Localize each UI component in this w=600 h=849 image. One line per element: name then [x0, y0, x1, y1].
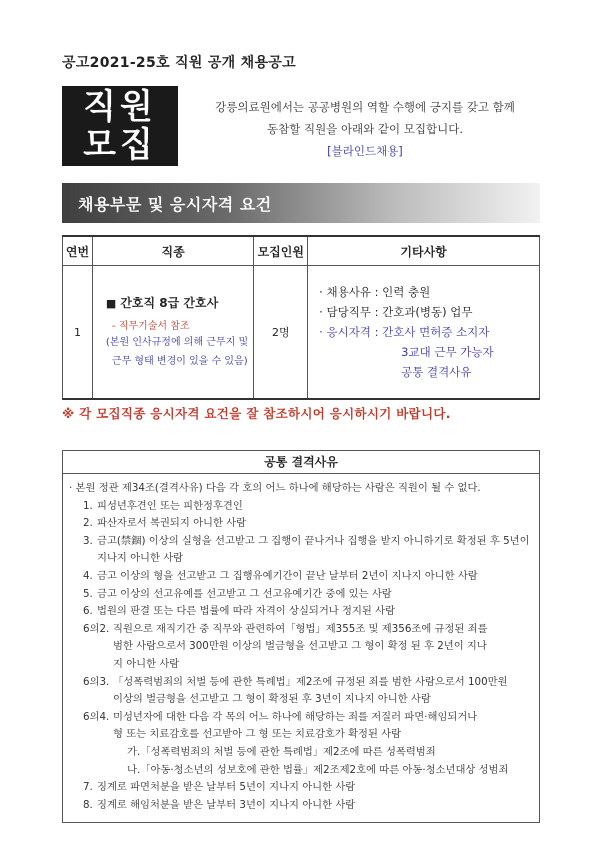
table-header-row [63, 236, 540, 266]
list-item: 6. 법원의 판결 또는 다른 법률에 따라 자격이 상실되거나 정지된 사람 [83, 605, 396, 618]
sub-item-b: 나.「아동·청소년의 성보호에 관한 법률」제2조제2호에 따른 아동·청소년대상 성범죄 [127, 763, 509, 776]
list-item: 7. 징계로 파면처분을 받은 날부터 5년이 지나지 아니한 사람 [83, 781, 356, 794]
cell-job [92, 266, 253, 400]
etc-list [309, 282, 538, 382]
recruit-logo [62, 86, 178, 166]
square-bullet-icon: ■ [105, 297, 117, 310]
etc-common-disq: 공통 결격사유 [401, 365, 472, 379]
job-name [94, 294, 252, 311]
etc-shift: 3교대 근무 가능자 [401, 345, 494, 359]
disq-body [63, 474, 539, 822]
list-item: 6의3. 「성폭력범죄의 처벌 등에 관한 특례법」제2조에 규정된 죄를 범한 사람으로서 100만원 이상의 벌금형을 선고받고 그 형이 확정된 후 3년이 지나지 아니한 사람 [83, 675, 508, 706]
list-item: 3. 금고(禁錮) 이상의 실형을 선고받고 그 집행이 끝나거나 집행을 받지 아니하기로 확정된 후 5년이 지나지 아니한 사람 [83, 534, 530, 565]
job-note-1: (본원 인사규정에 의해 근무지 및 [105, 337, 249, 348]
section-header [62, 183, 540, 223]
sub-item-a: 가.「성폭력범죄의 처벌 등에 관한 특례법」제2조에 따른 성폭력범죄 [127, 745, 436, 758]
list-item: 4. 금고 이상의 형을 선고받고 그 집행유예기간이 끝난 날부터 2년이 지나지 아니한 사람 [83, 569, 478, 582]
header-no: 연번 [63, 236, 93, 266]
logo-line-1: 직원 [83, 87, 157, 127]
cell-etc [308, 266, 540, 400]
list-item: 1. 피성년후견인 또는 피한정후견인 [83, 499, 243, 512]
section-title: 채용부문 및 응시자격 요건 [78, 194, 272, 214]
etc-qualification: · 응시자격 : 간호사 면허증 소지자 [319, 325, 490, 339]
job-name-text: 간호직 8급 간호사 [120, 296, 219, 310]
job-note-2: 근무 형태 변경이 있을 수 있음) [111, 356, 248, 367]
intro-line-1: 강릉의료원에서는 공공병원의 역할 수행에 긍지를 갖고 함께 [215, 100, 515, 114]
list-item: 2. 파산자로서 복권되지 아니한 사람 [83, 517, 247, 530]
disq-lead: · 본원 정관 제34조(결격사유) 다음 각 호의 어느 하나에 해당하는 사람은 직원이 될 수 없다. [69, 482, 481, 494]
list-item: 6의4. 미성년자에 대한 다음 각 목의 어느 하나에 해당하는 죄를 저질러 파면·해임되거나 형 또는 치료감호를 선고받아 그 형 또는 치료감호가 확정된 사람 [83, 710, 478, 741]
notice-title: 공고2021-25호 직원 공개 채용공고 [62, 55, 296, 71]
table-row [63, 266, 540, 400]
intro-line-2: 동참할 직원을 아래와 같이 모집합니다. [266, 122, 464, 136]
disqualification-box [62, 450, 540, 823]
cell-count: 2명 [254, 266, 308, 400]
header-job: 직종 [92, 236, 253, 266]
header-etc: 기타사항 [308, 236, 540, 266]
recruit-table [62, 235, 540, 400]
header-count: 모집인원 [254, 236, 308, 266]
list-item: 5. 금고 이상의 선고유예를 선고받고 그 선고유예기간 중에 있는 사람 [83, 587, 392, 600]
blind-hiring-label: [블라인드채용] [327, 144, 403, 158]
list-item: 8. 징계로 해임처분을 받은 날부터 3년이 지나지 아니한 사람 [83, 798, 356, 811]
etc-duty: · 담당직무 : 간호과(병동) 업무 [319, 305, 473, 319]
intro-text [190, 96, 540, 162]
warning-text: ※ 각 모집직종 응시자격 요건을 잘 참조하시어 응시하시기 바랍니다. [62, 406, 451, 421]
etc-reason: · 채용사유 : 인력 충원 [319, 285, 431, 299]
list-item: 6의2. 직원으로 재직기간 중 직무와 관련하여「형법」제355조 및 제356조에 규정된 죄를 범한 사람으로서 300만원 이상의 벌금형을 선고받고 그 형이 확정 된 후 2년이 지나 지 아니한 사람 [83, 622, 488, 670]
job-ref: - 직무기술서 참조 [111, 321, 190, 332]
disq-title: 공통 결격사유 [63, 451, 539, 474]
cell-no: 1 [63, 266, 93, 400]
logo-line-2: 모집 [83, 125, 157, 165]
